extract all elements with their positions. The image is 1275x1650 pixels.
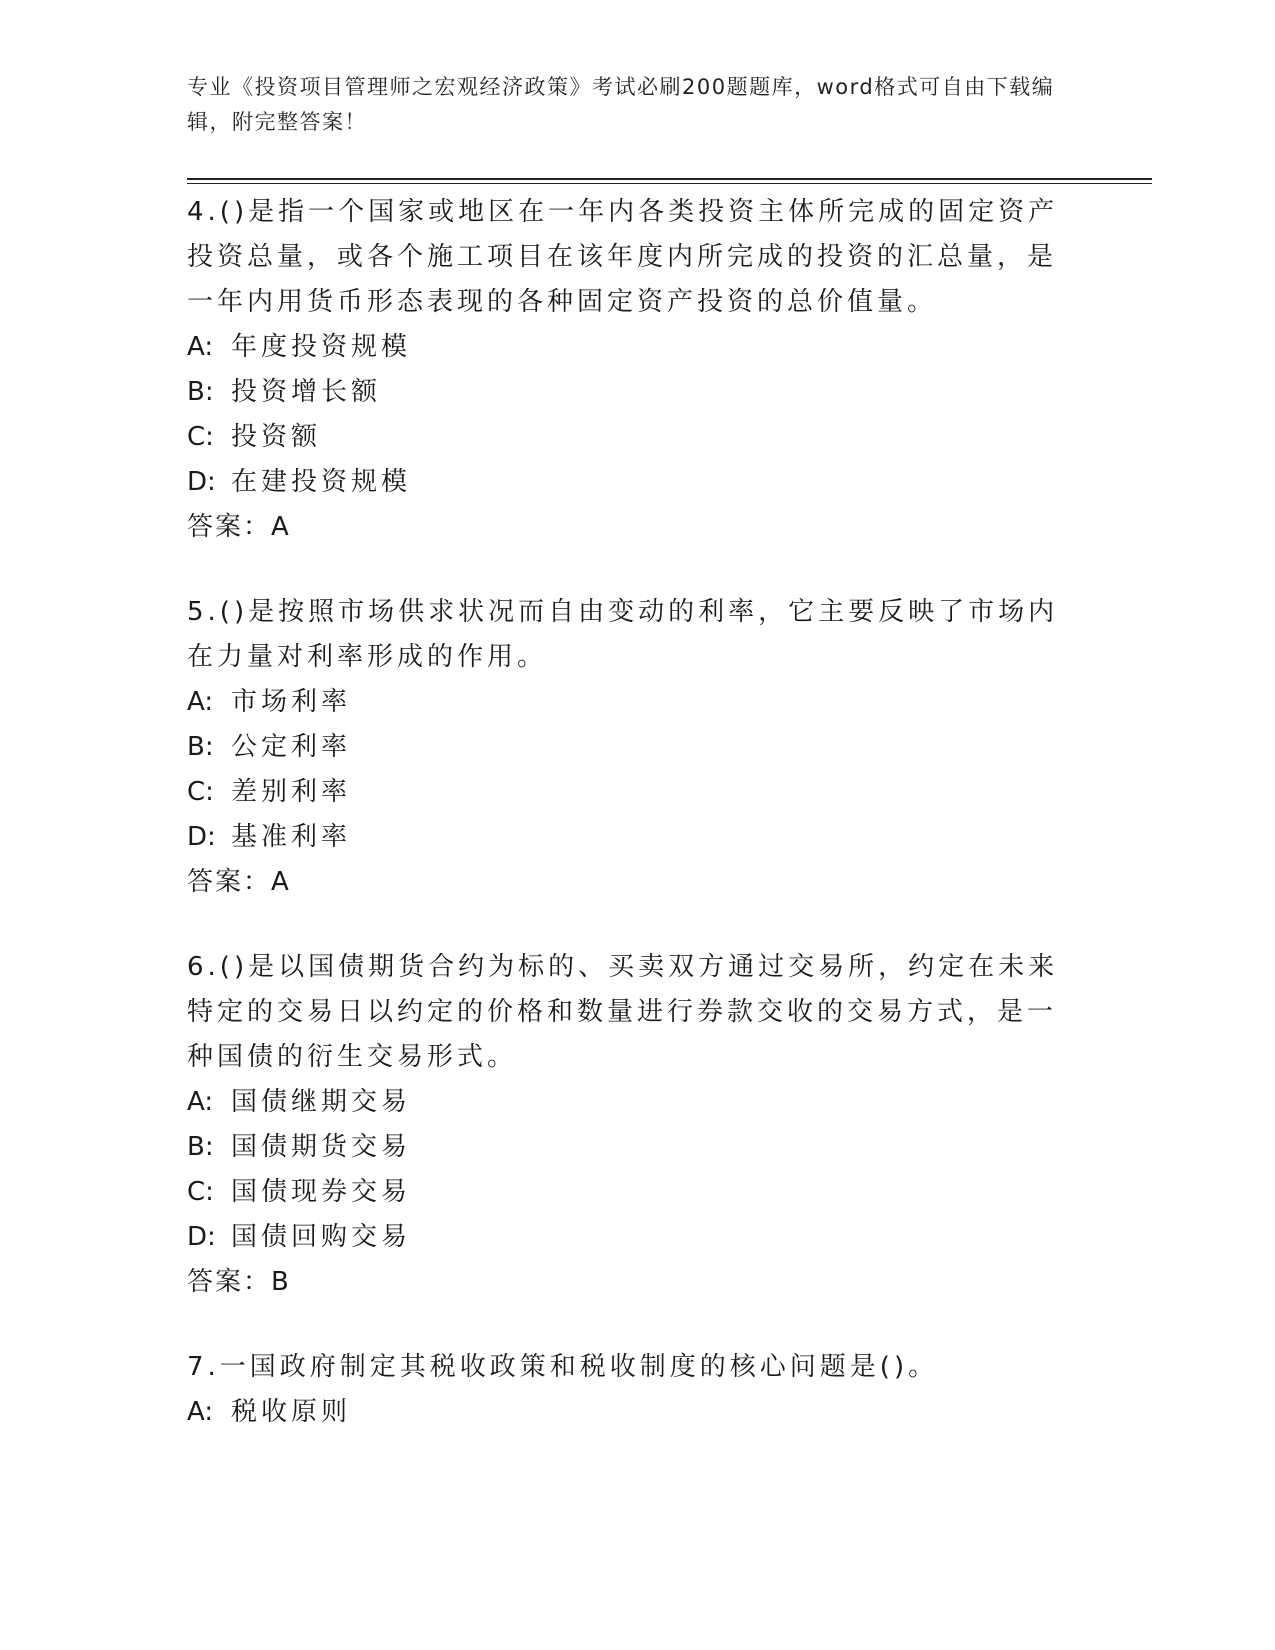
option-a — [187, 1080, 1067, 1125]
option-label: A: — [187, 1397, 214, 1427]
option-d — [187, 1215, 1067, 1260]
question-list — [187, 190, 1067, 1475]
option-d — [187, 815, 1067, 860]
option-c — [187, 415, 1067, 460]
option-label: C: — [187, 1177, 214, 1207]
option-c — [187, 1170, 1067, 1215]
option-a — [187, 325, 1067, 370]
option-label: A: — [187, 687, 214, 717]
question-6 — [187, 945, 1067, 1305]
header-divider-thin — [187, 183, 1152, 184]
question-text: 7.一国政府制定其税收政策和税收制度的核心问题是()。 — [187, 1352, 939, 1382]
option-text: 国债期货交易 — [231, 1132, 412, 1162]
option-label: C: — [187, 422, 214, 452]
option-text: 在建投资规模 — [231, 467, 412, 497]
option-label: D: — [187, 467, 216, 497]
option-label: A: — [187, 332, 214, 362]
option-label: B: — [187, 732, 214, 762]
option-text: 国债回购交易 — [231, 1222, 412, 1252]
option-text: 投资额 — [231, 422, 322, 452]
option-text: 投资增长额 — [231, 377, 382, 407]
option-a — [187, 680, 1067, 725]
option-label: B: — [187, 1132, 214, 1162]
answer-text: 答案：A — [187, 867, 291, 897]
option-text: 年度投资规模 — [231, 332, 412, 362]
option-text: 国债现券交易 — [231, 1177, 412, 1207]
question-5 — [187, 590, 1067, 905]
option-text: 基准利率 — [231, 822, 352, 852]
question-text: 6.()是以国债期货合约为标的、买卖双方通过交易所，约定在未来特定的交易日以约定的价格和数量进行券款交收的交易方式，是一种国债的衍生交易形式。 — [187, 952, 1059, 1072]
option-d — [187, 460, 1067, 505]
option-text: 市场利率 — [231, 687, 352, 717]
option-b — [187, 1125, 1067, 1170]
option-c — [187, 770, 1067, 815]
document-header — [187, 70, 1067, 140]
header-divider-thick — [187, 178, 1152, 180]
option-text: 税收原则 — [231, 1397, 352, 1427]
option-b — [187, 725, 1067, 770]
option-b — [187, 370, 1067, 415]
question-text: 5.()是按照市场供求状况而自由变动的利率，它主要反映了市场内在力量对利率形成的作用。 — [187, 597, 1059, 672]
option-text: 公定利率 — [231, 732, 352, 762]
question-7 — [187, 1345, 1067, 1435]
question-4 — [187, 190, 1067, 550]
header-title: 专业《投资项目管理师之宏观经济政策》考试必刷200题题库，word格式可自由下载编辑，附完整答案！ — [187, 75, 1055, 134]
question-text: 4.()是指一个国家或地区在一年内各类投资主体所完成的固定资产投资总量，或各个施工项目在该年度内所完成的投资的汇总量，是一年内用货币形态表现的各种固定资产投资的总价值量。 — [187, 197, 1059, 317]
option-label: D: — [187, 1222, 216, 1252]
option-label: D: — [187, 822, 216, 852]
answer-text: 答案：B — [187, 1267, 291, 1297]
option-label: C: — [187, 777, 214, 807]
answer-text: 答案：A — [187, 512, 291, 542]
option-label: A: — [187, 1087, 214, 1117]
option-text: 国债继期交易 — [231, 1087, 412, 1117]
option-label: B: — [187, 377, 214, 407]
option-a — [187, 1390, 1067, 1435]
option-text: 差别利率 — [231, 777, 352, 807]
